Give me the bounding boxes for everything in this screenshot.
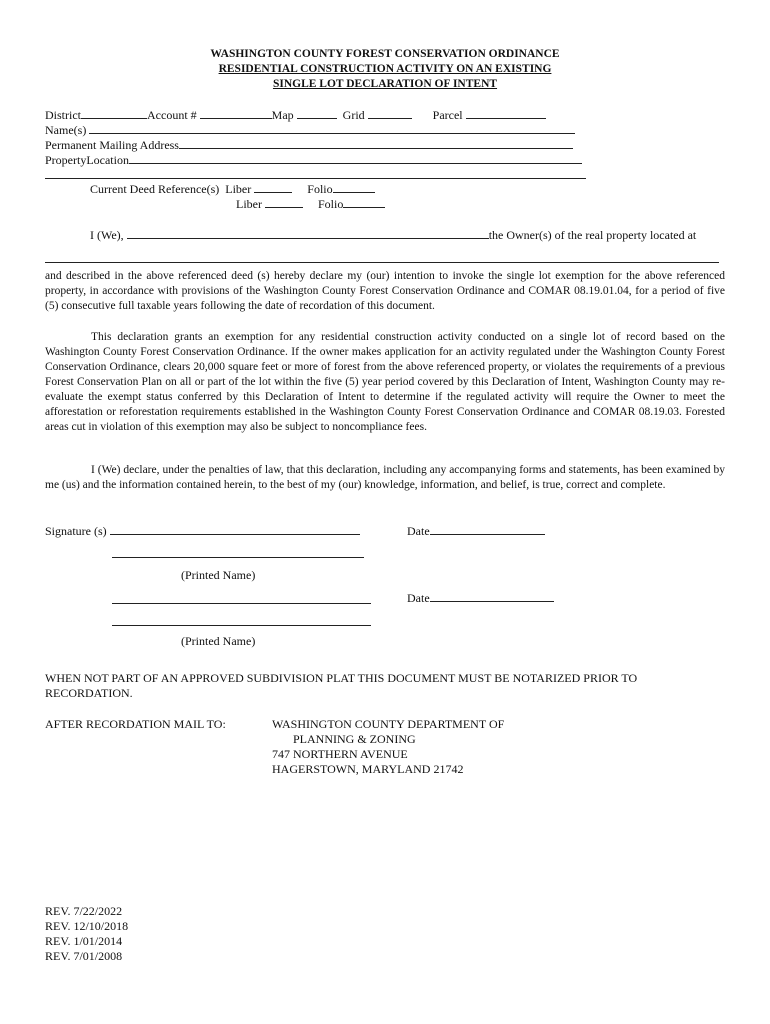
date-field-2[interactable] xyxy=(430,590,554,602)
mail-to-label: AFTER RECORDATION MAIL TO: xyxy=(45,717,226,731)
declaration-paragraph: and described in the above referenced deed (s) hereby declare my (our) intention to invoke the single lot exemption for the above referenced property, in accordance with provisions of the Washington County Forest Conservation Ordinance and COMAR 08.19.01.04, for a period of five (5) consecutive full taxable years following the date of recordation of this document. xyxy=(45,270,725,312)
date-row-1 xyxy=(407,523,545,539)
property-location-field[interactable] xyxy=(129,152,582,164)
revision-date: REV. 12/10/2018 xyxy=(45,919,129,933)
folio-label: Folio xyxy=(307,182,333,196)
property-location-line-2[interactable] xyxy=(45,178,586,179)
mail-address-line-3: 747 NORTHERN AVENUE xyxy=(272,747,408,761)
grid-field[interactable] xyxy=(368,107,412,119)
signature-field-2[interactable] xyxy=(112,603,371,604)
mail-address-line-2: PLANNING & ZONING xyxy=(293,732,416,746)
mail-address-line-4: HAGERSTOWN, MARYLAND 21742 xyxy=(272,762,464,776)
revision-date: REV. 7/22/2022 xyxy=(45,904,123,918)
owner-name-field[interactable] xyxy=(127,227,489,239)
parcel-field[interactable] xyxy=(466,107,546,119)
signature-label: Signature (s) xyxy=(45,524,107,538)
grid-label: Grid xyxy=(342,108,365,122)
date-label-1: Date xyxy=(407,524,430,538)
owner-prefix: I (We), xyxy=(90,228,124,242)
folio-label-2: Folio xyxy=(318,197,344,211)
mailing-row xyxy=(45,137,573,153)
notarization-notice: WHEN NOT PART OF AN APPROVED SUBDIVISION PLAT THIS DOCUMENT MUST BE NOTARIZED PRIOR TO RECORDATION. xyxy=(45,671,638,700)
property-address-line[interactable] xyxy=(45,262,719,263)
liber-label-2: Liber xyxy=(236,197,262,211)
exemption-paragraph: This declaration grants an exemption for any residential construction activity conducted on a single lot of record based on the Washington County Forest Conservation Ordinance. If the owner makes application for an activity regulated under the Washington County Forest Conservation Ordinance, clears 20,000 square feet or more of forest from the above referenced property, or violates the requirements of a previous Forest Conservation Plan on all or part of the lot within the five (5) year period covered by this Declaration of Intent, Washington County may re-evaluate the exempt status conferred by this Declaration of Intent to determine if the regulated activity will require the Owner to meet the afforestation or reforestation requirements established in the Washington County Forest Conservation Ordinance and COMAR 08.19.03. Forested areas cut in violation of this exemption may also be subject to noncompliance fees. xyxy=(45,331,725,433)
deed-reference-label: Current Deed Reference(s) xyxy=(90,182,220,196)
date-label-2: Date xyxy=(407,591,430,605)
account-field[interactable] xyxy=(200,107,272,119)
date-field-1[interactable] xyxy=(430,523,545,535)
revision-date: REV. 7/01/2008 xyxy=(45,949,123,963)
date-row-2 xyxy=(407,590,554,606)
owner-row xyxy=(90,227,696,243)
form-subtitle-2: SINGLE LOT DECLARATION OF INTENT xyxy=(272,78,498,90)
mail-address-line-1: WASHINGTON COUNTY DEPARTMENT OF xyxy=(272,717,505,731)
names-label: Name(s) xyxy=(45,123,87,137)
district-label: District xyxy=(45,108,81,122)
account-label: Account # xyxy=(147,108,197,122)
printed-name-caption-2: (Printed Name) xyxy=(181,634,256,648)
deed-reference-row-2 xyxy=(236,196,385,212)
attestation-paragraph: I (We) declare, under the penalties of law, that this declaration, including any accompanying forms and statements, has been examined by me (us) and the information contained herein, to the best of my (our) knowledge, information, and belief, is true, correct and complete. xyxy=(45,464,725,491)
revision-date: REV. 1/01/2014 xyxy=(45,934,123,948)
printed-name-caption-1: (Printed Name) xyxy=(181,568,256,582)
district-field[interactable] xyxy=(81,107,147,119)
mailing-field[interactable] xyxy=(179,137,573,149)
liber-label: Liber xyxy=(225,182,252,196)
printed-name-line-1[interactable] xyxy=(112,557,364,558)
property-location-label: PropertyLocation xyxy=(45,153,129,167)
owner-suffix: the Owner(s) of the real property located at xyxy=(488,228,697,242)
liber-field-2[interactable] xyxy=(265,196,303,208)
property-id-row xyxy=(45,107,546,123)
folio-field-2[interactable] xyxy=(343,196,385,208)
folio-field-1[interactable] xyxy=(333,181,375,193)
names-row xyxy=(45,122,575,138)
liber-field-1[interactable] xyxy=(254,181,292,193)
property-location-row xyxy=(45,152,582,168)
parcel-label: Parcel xyxy=(432,108,463,122)
signature-field-1[interactable] xyxy=(110,523,360,535)
signature-row-1 xyxy=(45,523,360,539)
form-title: WASHINGTON COUNTY FOREST CONSERVATION ORDINANCE xyxy=(210,48,560,60)
form-subtitle: RESIDENTIAL CONSTRUCTION ACTIVITY ON AN EXISTING xyxy=(218,63,552,75)
printed-name-line-2[interactable] xyxy=(112,625,371,626)
deed-reference-row xyxy=(90,181,375,197)
map-label: Map xyxy=(271,108,294,122)
map-field[interactable] xyxy=(297,107,337,119)
names-field[interactable] xyxy=(89,122,575,134)
mailing-label: Permanent Mailing Address xyxy=(45,138,179,152)
